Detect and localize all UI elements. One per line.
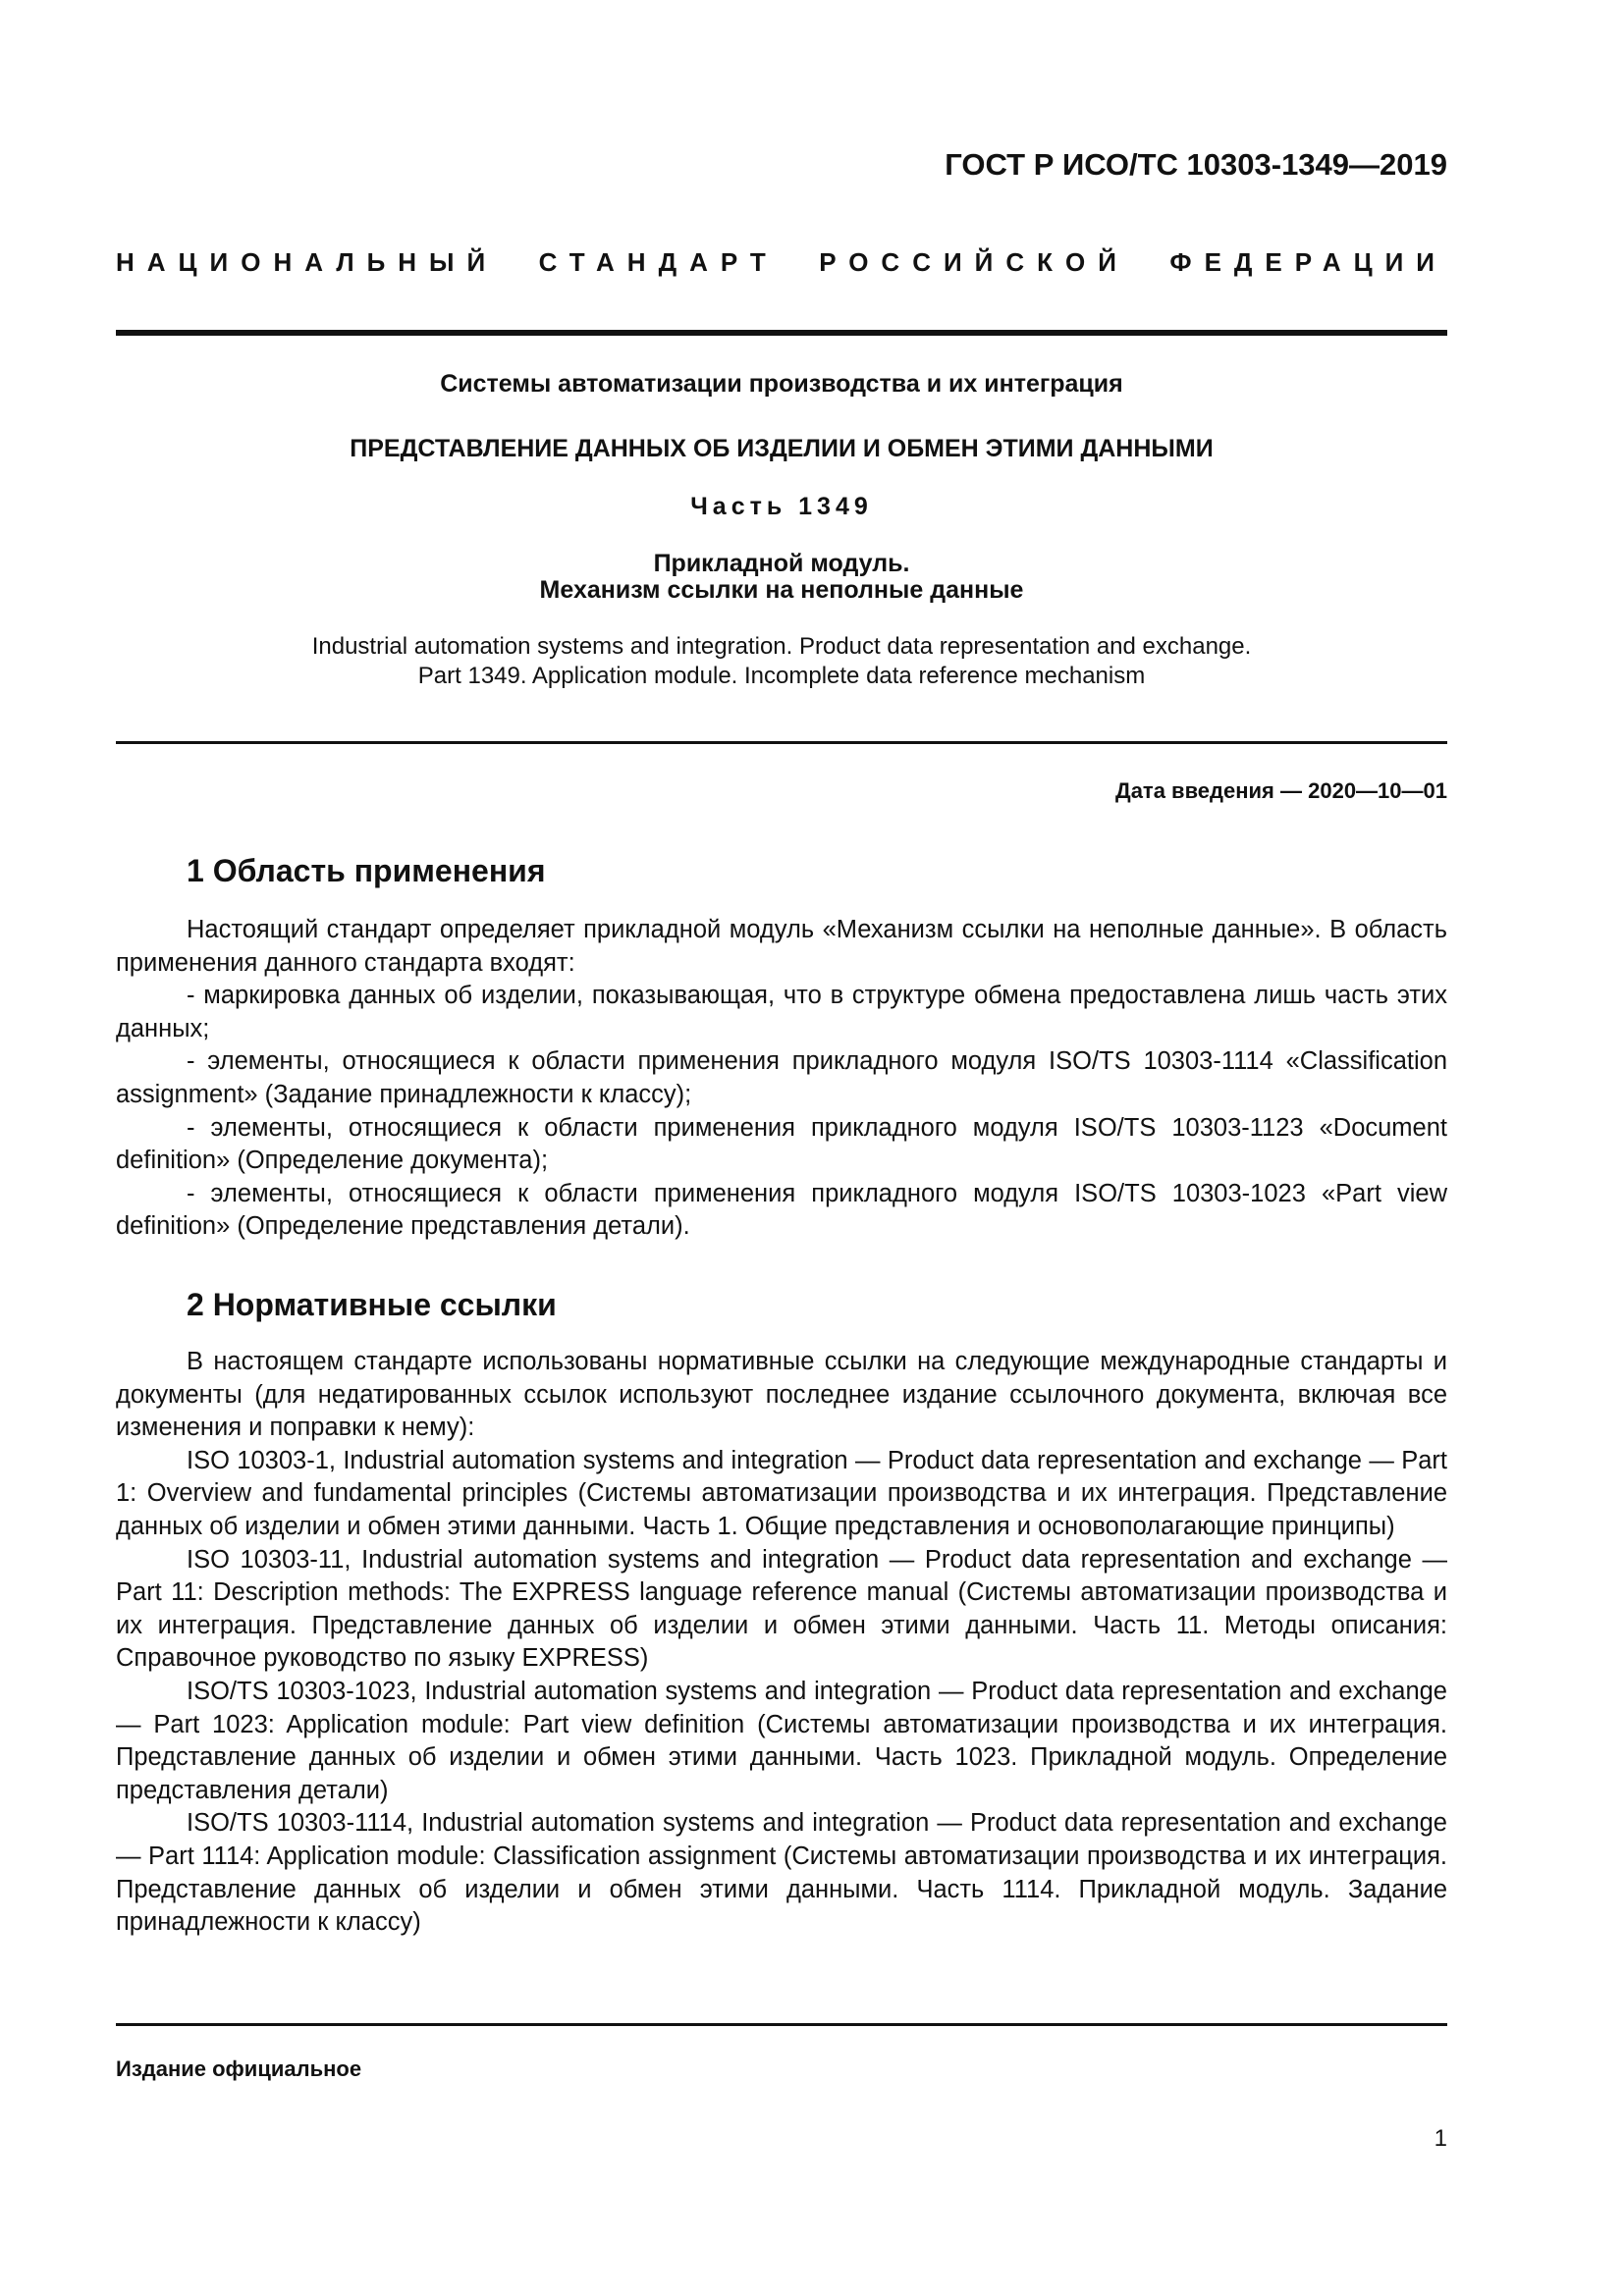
section-1-body bbox=[116, 914, 1447, 1244]
title-divider bbox=[116, 741, 1447, 744]
english-title-line2: Part 1349. Application module. Incomplete data reference mechanism bbox=[417, 663, 1146, 689]
page-number: 1 bbox=[1434, 2125, 1447, 2152]
national-standard-banner bbox=[116, 247, 1447, 278]
official-edition-label: Издание официальное bbox=[116, 2056, 362, 2081]
list-item: - элементы, относящиеся к области применения прикладного модуля ISO/TS 10303-1023 «Part view definition» (Определение представления детали). bbox=[116, 1179, 1447, 1241]
section-2-body bbox=[116, 1346, 1447, 1940]
paragraph: В настоящем стандарте использованы нормативные ссылки на следующие международные стандарты и документы (для недатированных ссылок используют последнее издание ссылочного документа, включая все изменения и поправки к нему): bbox=[116, 1348, 1447, 1442]
list-item: - элементы, относящиеся к области применения прикладного модуля ISO/TS 10303-1123 «Document definition» (Определение документа); bbox=[116, 1113, 1447, 1175]
banner-word: СТАНДАРТ bbox=[538, 247, 779, 277]
banner-word: ФЕДЕРАЦИИ bbox=[1169, 247, 1447, 277]
english-title-line1: Industrial automation systems and integration. Product data representation and exchange. bbox=[311, 633, 1252, 660]
title-subtitle: Системы автоматизации производства и их интеграция bbox=[440, 370, 1123, 398]
list-item: - элементы, относящиеся к области применения прикладного модуля ISO/TS 10303-1114 «Classification assignment» (Задание принадлежности к классу); bbox=[116, 1047, 1447, 1108]
section-1-heading: 1 Область применения bbox=[187, 853, 546, 888]
top-divider bbox=[116, 330, 1447, 336]
reference-item: ISO/TS 10303-1114, Industrial automation systems and integration — Product data representation and exchange — Part 1114: Application module: Classification assignment (Системы автоматизации производства и их интеграция. Представление данных об изделии и обмен этими данными. Часть 1114. Прикладной модуль. Задание принадлежности к классу) bbox=[116, 1809, 1447, 1937]
introduction-date: Дата введения — 2020—10—01 bbox=[1115, 778, 1447, 803]
title-main: ПРЕДСТАВЛЕНИЕ ДАННЫХ ОБ ИЗДЕЛИИ И ОБМЕН ЭТИМИ ДАННЫМИ bbox=[350, 435, 1214, 462]
title-module-line1: Прикладной модуль. bbox=[653, 550, 910, 577]
reference-item: ISO/TS 10303-1023, Industrial automation systems and integration — Product data representation and exchange — Part 1023: Application module: Part view definition (Системы автоматизации производства и их интеграция. Представление данных об изделии и обмен этими данными. Часть 1023. Прикладной модуль. Определение представления детали) bbox=[116, 1677, 1447, 1804]
title-module-line2: Механизм ссылки на неполные данные bbox=[539, 576, 1024, 604]
banner-word: НАЦИОНАЛЬНЫЙ bbox=[116, 247, 499, 277]
title-part: Часть 1349 bbox=[690, 493, 873, 520]
paragraph: Настоящий стандарт определяет прикладной модуль «Механизм ссылки на неполные данные». В область применения данного стандарта входят: bbox=[116, 916, 1447, 977]
list-item: - маркировка данных об изделии, показывающая, что в структуре обмена предоставлена лишь часть этих данных; bbox=[116, 982, 1447, 1042]
standard-code: ГОСТ Р ИСО/ТС 10303-1349—2019 bbox=[945, 147, 1447, 182]
reference-item: ISO 10303-1, Industrial automation systems and integration — Product data representation and exchange — Part 1: Overview and fundamental principles (Системы автоматизации производства и их интеграция. Представление данных об изделии и обмен этими данными. Часть 1. Общие представления и основополагающие принципы) bbox=[116, 1446, 1447, 1540]
banner-word: РОССИЙСКОЙ bbox=[819, 247, 1129, 277]
footer-divider bbox=[116, 2023, 1447, 2026]
section-2-heading: 2 Нормативные ссылки bbox=[187, 1287, 557, 1322]
reference-item: ISO 10303-11, Industrial automation systems and integration — Product data representation and exchange — Part 11: Description methods: The EXPRESS language reference manual (Системы автоматизации производства и их интеграция. Представление данных об изделии и обмен этими данными. Часть 11. Методы описания: Справочное руководство по языку EXPRESS) bbox=[116, 1545, 1447, 1673]
